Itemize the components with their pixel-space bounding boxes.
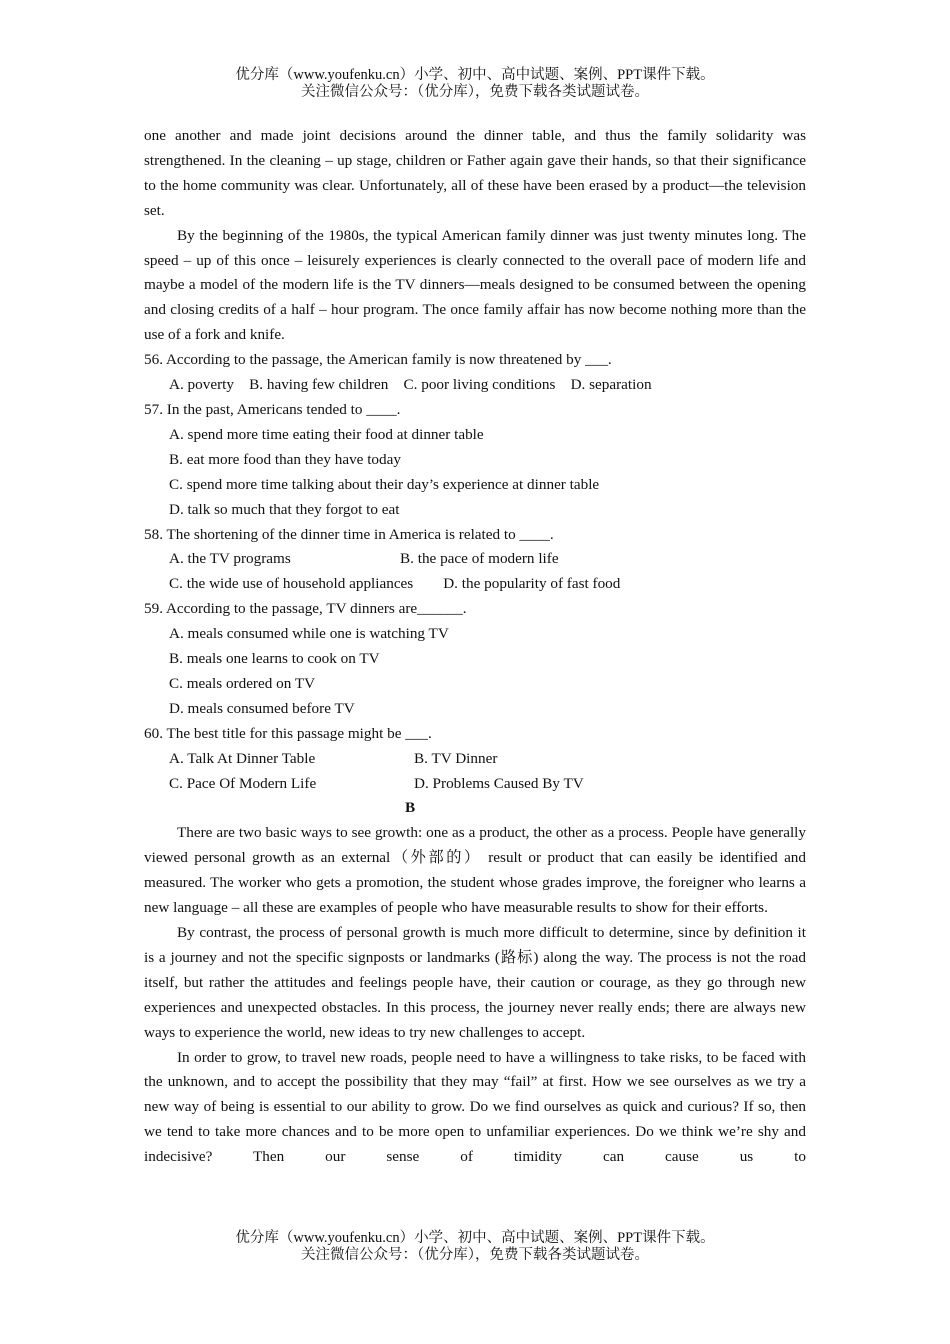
question-59-option-c: C. meals ordered on TV bbox=[169, 674, 316, 692]
document-body bbox=[144, 124, 806, 1170]
question-58-row-2 bbox=[144, 572, 806, 597]
question-58-option-d: D. the popularity of fast food bbox=[443, 575, 621, 593]
question-58-row-1 bbox=[144, 547, 806, 572]
question-56-options: A. poverty B. having few children C. poor living conditions D. separation bbox=[169, 376, 652, 394]
footer-line-1: 优分库（www.youfenku.cn）小学、初中、高中试题、案例、PPT课件下载。 bbox=[235, 1230, 715, 1246]
passage-b-paragraph-1: There are two basic ways to see growth: one as a product, the other as a process. People have generally viewed personal growth as an external（外部的） result or product that can easily be identified and measured. The worker who gets a promotion, the student whose grades improve, the foreigner who learns a new language – all these are examples of people who have measurable results to show for their efforts. bbox=[144, 824, 806, 917]
question-59-stem: 59. According to the passage, TV dinners are______. bbox=[144, 600, 467, 618]
question-60-option-d: D. Problems Caused By TV bbox=[414, 774, 584, 792]
section-b-heading: B bbox=[405, 799, 416, 817]
question-60-option-b: B. TV Dinner bbox=[414, 749, 498, 767]
question-60-row-1 bbox=[144, 747, 806, 772]
question-58-stem: 58. The shortening of the dinner time in America is related to ____. bbox=[144, 525, 554, 543]
passage-b-paragraph-2: By contrast, the process of personal growth is much more difficult to determine, since by definition it is a journey and not the specific signposts or landmarks (路标) along the way. The process is not the road itself, but rather the attitudes and feelings people have, their caution or courage, as they go through new experiences and unexpected obstacles. In this process, the journey never really ends; there are always new ways to experience the world, new ideas to try new challenges to accept. bbox=[144, 924, 806, 1041]
question-57-option-c: C. spend more time talking about their day’s experience at dinner table bbox=[169, 475, 600, 493]
question-57-option-a: A. spend more time eating their food at dinner table bbox=[169, 425, 484, 443]
page-header bbox=[0, 67, 950, 101]
footer-line-2: 关注微信公众号：（优分库），免费下载各类试题试卷。 bbox=[301, 1247, 649, 1263]
question-57-option-d: D. talk so much that they forgot to eat bbox=[169, 500, 400, 518]
question-60-row-2 bbox=[144, 772, 806, 797]
question-59-option-a: A. meals consumed while one is watching TV bbox=[169, 625, 449, 643]
question-58-option-a: A. the TV programs bbox=[169, 550, 291, 568]
question-57-stem: 57. In the past, Americans tended to ____. bbox=[144, 400, 401, 418]
question-59-option-d: D. meals consumed before TV bbox=[169, 699, 355, 717]
header-line-2: 关注微信公众号：（优分库），免费下载各类试题试卷。 bbox=[301, 84, 649, 100]
question-60-stem: 60. The best title for this passage might be ___. bbox=[144, 724, 432, 742]
header-line-1: 优分库（www.youfenku.cn）小学、初中、高中试题、案例、PPT课件下载。 bbox=[235, 67, 715, 83]
passage-a-paragraph-2: By the beginning of the 1980s, the typical American family dinner was just twenty minutes long. The speed – up of this once – leisurely experiences is clearly connected to the overall pace of modern life and maybe a model of the modern life is the TV dinners—meals designed to be consumed between the opening and closing credits of a half – hour program. The once family affair has now become nothing more than the use of a fork and knife. bbox=[144, 226, 806, 344]
question-56-stem: 56. According to the passage, the American family is now threatened by ___. bbox=[144, 351, 612, 369]
question-60-option-a: A. Talk At Dinner Table bbox=[169, 749, 316, 767]
question-58-option-c: C. the wide use of household appliances bbox=[169, 575, 414, 593]
question-58-option-b: B. the pace of modern life bbox=[400, 550, 559, 568]
question-60-option-c: C. Pace Of Modern Life bbox=[169, 774, 317, 792]
question-59-option-b: B. meals one learns to cook on TV bbox=[169, 650, 380, 668]
passage-a-paragraph-1: one another and made joint decisions around the dinner table, and thus the family solidarity was strengthened. In the cleaning – up stage, children or Father again gave their hands, so that their significance to the home community was clear. Unfortunately, all of these have been erased by a product—the television set. bbox=[144, 127, 806, 219]
passage-b-paragraph-3: In order to grow, to travel new roads, people need to have a willingness to take risks, to be faced with the unknown, and to accept the possibility that they may “fail” at first. How we see ourselves as we try a new way of being is essential to our ability to grow. Do we find ourselves as quick and curious? If so, then we tend to take more chances and to be more open to unfamiliar experiences. Do we think we’re shy and indecisive? Then our sense of timidity can cause us to bbox=[144, 1048, 806, 1166]
question-57-option-b: B. eat more food than they have today bbox=[169, 450, 401, 468]
page-footer bbox=[0, 1230, 950, 1264]
